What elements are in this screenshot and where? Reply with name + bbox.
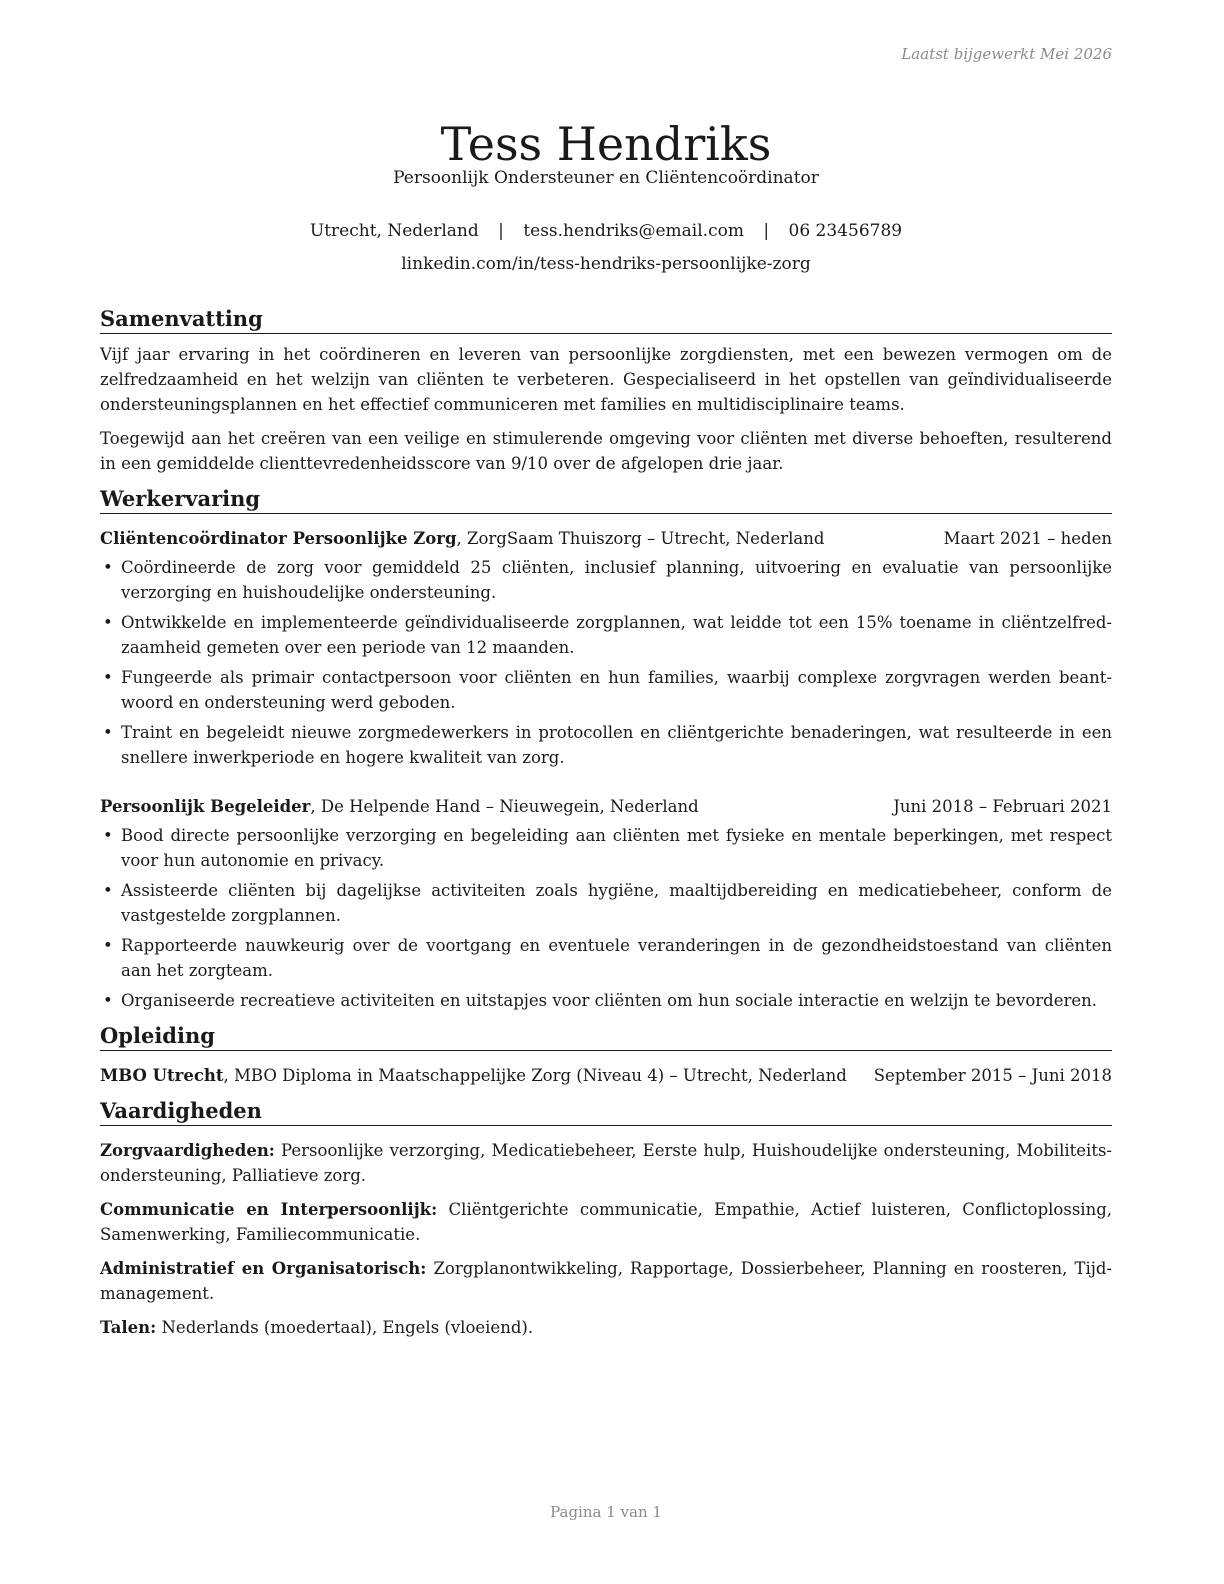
job-bullet: • Bood directe persoonlijke verzorging en begeleiding aan cliënten met fysieke en mentale beperkingen, met respect voor hun autonomie en privacy. xyxy=(100,823,1112,873)
contact-line xyxy=(100,221,1112,241)
skill-text: Persoonlijke verzorging, Medicatiebeheer, Eerste hulp, Huishoudelijke ondersteuning, Mobiliteitsondersteuning, Palliatieve zorg. xyxy=(100,1141,1112,1185)
skill-group xyxy=(100,1197,1112,1247)
job-bullet: • Ontwikkelde en implementeerde geïndividualiseerde zorgplannen, wat leidde tot een 15% toename in cliëntzelfredzaamheid gemeten over een periode van 12 maanden. xyxy=(100,610,1112,660)
contact-phone: 06 23456789 xyxy=(788,221,903,241)
job-title-line xyxy=(100,526,824,551)
skill-label: Talen: xyxy=(100,1318,157,1337)
summary-paragraph: Toegewijd aan het creëren van een veilige en stimulerende omgeving voor cliënten met diverse behoeften, resulterend in een gemiddelde clienttevredenheidsscore van 9/10 over de afgelopen drie jaar. xyxy=(100,429,1112,473)
skill-text: Nederlands (moedertaal), Engels (vloeiend). xyxy=(156,1318,534,1337)
skills-heading: Vaardigheden xyxy=(100,1098,1112,1126)
job-dates: Maart 2021 – heden xyxy=(943,529,1112,548)
job-org: , De Helpende Hand – Nieuwegein, Nederland xyxy=(310,797,699,816)
job-bullets xyxy=(100,823,1112,1013)
skills-section xyxy=(100,1098,1112,1340)
job-title: Cliëntencoördinator Persoonlijke Zorg xyxy=(100,529,457,548)
job-bullets xyxy=(100,555,1112,770)
contact-email[interactable]: tess.hendriks@email.com xyxy=(523,221,744,241)
contact-location: Utrecht, Nederland xyxy=(309,221,479,241)
last-updated: Laatst bijgewerkt Mei 2026 xyxy=(901,45,1112,63)
job-bullet: • Organiseerde recreatieve activiteiten en uitstapjes voor cliënten om hun sociale interactie en welzijn te bevorderen. xyxy=(100,988,1112,1013)
education-section xyxy=(100,1023,1112,1088)
education-entry xyxy=(100,1063,1112,1088)
job-header xyxy=(100,794,1112,819)
skill-label: Zorgvaardigheden: xyxy=(100,1141,275,1160)
contact-linkedin[interactable]: linkedin.com/in/tess-hendriks-persoonlijke-zorg xyxy=(401,254,811,274)
job-bullet: • Rapporteerde nauwkeurig over de voortgang en eventuele veranderingen in de gezondheidstoestand van cliënten aan het zorgteam. xyxy=(100,933,1112,983)
summary-section xyxy=(100,306,1112,476)
experience-section xyxy=(100,486,1112,1013)
job-bullet: • Assisteerde cliënten bij dagelijkse activiteiten zoals hygiëne, maaltijdbereiding en medicatiebeheer, conform de vastgestelde zorgplannen. xyxy=(100,878,1112,928)
skill-group xyxy=(100,1138,1112,1188)
contact-separator: | xyxy=(498,221,504,241)
job-bullet: • Traint en begeleidt nieuwe zorgmedewerkers in protocollen en cliëntgerichte benaderingen, wat resulteerde in een snellere inwerkperiode en hogere kwaliteit van zorg. xyxy=(100,720,1112,770)
candidate-name: Tess Hendriks xyxy=(440,116,772,171)
job-org: , ZorgSaam Thuiszorg – Utrecht, Nederland xyxy=(456,529,825,548)
skill-text: Zorgplanontwikkeling, Rapportage, Dossierbeheer, Planning en roosteren, Tijdmanagement. xyxy=(100,1259,1112,1303)
education-school: MBO Utrecht xyxy=(100,1066,224,1085)
skill-group xyxy=(100,1256,1112,1306)
contact-separator: | xyxy=(763,221,770,241)
education-detail: , MBO Diploma in Maatschappelijke Zorg (Niveau 4) – Utrecht, Nederland xyxy=(223,1066,847,1085)
page-number: Pagina 1 van 1 xyxy=(550,1503,662,1521)
job-bullet: • Fungeerde als primair contactpersoon voor cliënten en hun families, waarbij complexe zorgvragen werden beantwoord en ondersteuning werd geboden. xyxy=(100,665,1112,715)
summary-heading: Samenvatting xyxy=(100,306,1112,334)
summary-paragraph: Vijf jaar ervaring in het coördineren en leveren van persoonlijke zorgdiensten, met een bewezen vermogen om de zelfredzaamheid en het welzijn van cliënten te verbeteren. Gespecialiseerd in het opstellen van geïndividualiseerde ondersteuningsplannen en het effectief communiceren met families en multidisciplinaire teams. xyxy=(100,345,1112,414)
job-title-line xyxy=(100,794,699,819)
skill-label: Communicatie en Interpersoonlijk: xyxy=(100,1200,438,1219)
education-line xyxy=(100,1063,862,1088)
job-title: Persoonlijk Begeleider xyxy=(100,797,311,816)
education-dates: September 2015 – Juni 2018 xyxy=(873,1066,1112,1085)
education-heading: Opleiding xyxy=(100,1023,1112,1051)
experience-heading: Werkervaring xyxy=(100,486,1112,514)
job-header xyxy=(100,526,1112,551)
candidate-subtitle: Persoonlijk Ondersteuner en Cliëntencoördinator xyxy=(393,168,819,188)
resume-content xyxy=(100,306,1112,1340)
job-bullet: • Coördineerde de zorg voor gemiddeld 25 cliënten, inclusief planning, uitvoering en evaluatie van persoonlijke verzorging en huishoudelijke ondersteuning. xyxy=(100,555,1112,605)
skill-label: Administratief en Organisatorisch: xyxy=(100,1259,427,1278)
resume-page xyxy=(100,0,1112,1584)
skill-text: Cliëntgerichte communicatie, Empathie, Actief luisteren, Conflictoplossing, Samenwerking, Familiecommunicatie. xyxy=(100,1200,1113,1244)
skill-group xyxy=(100,1315,1112,1340)
job-dates: Juni 2018 – Februari 2021 xyxy=(893,797,1112,816)
